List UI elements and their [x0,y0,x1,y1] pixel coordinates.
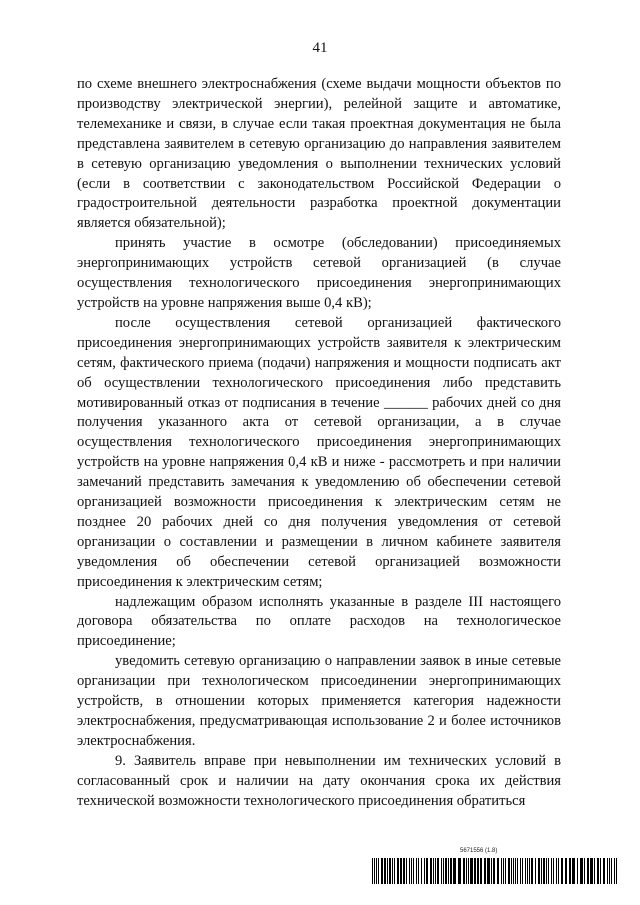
page-number: 41 [312,40,328,56]
document-code: 5671556 (1.8) [460,848,498,854]
barcode-image [372,858,618,884]
paragraph-2: принять участие в осмотре (обследовании) присоединяемых энергопринимающих устройств сетевой организацией (в случае осуществления технологического присоединения энергопринимающих устройств на уровне напряжения выше 0,4 кВ); [77,235,561,311]
paragraph-5: уведомить сетевую организацию о направлении заявок в иные сетевые организации при технологическом присоединении энергопринимающих устройств, в отношении которых применяется категория надежности электроснабжения, предусматривающая использование 2 и более источников электроснабжения. [77,653,561,749]
paragraph-4: надлежащим образом исполнять указанные в разделе III настоящего договора обязательства по оплате расходов на технологическое присоединение; [77,593,561,650]
paragraph-3: после осуществления сетевой организацией фактического присоединения энергопринимающих устройств заявителя к электрическим сетям, фактического приема (подачи) напряжения и мощности подписать акт об осуществлении технологического присоединения либо представить мотивированный отказ от подписания в течение ______ рабочих дней со дня получения указанного акта от сетевой организации, а в случае осуществления технологического присоединения энергопринимающих устройств на уровне напряжения 0,4 кВ и ниже - рассмотреть и при наличии замечаний представить замечания к уведомлению об обеспечении сетевой организацией возможности присоединения к электрическим сетям не позднее 20 рабочих дней со дня получения уведомления от сетевой организации о составлении и размещении в личном кабинете заявителя уведомления об обеспечении сетевой организацией возможности присоединения к электрическим сетям; [77,314,561,590]
paragraph-6: 9. Заявитель вправе при невыполнении им технических условий в согласованный срок и наличии на дату окончания срока их действия технической возможности технологического присоединения обратиться [77,752,561,809]
paragraph-1: по схеме внешнего электроснабжения (схеме выдачи мощности объектов по производству электрической энергии), релейной защите и автоматике, телемеханике и связи, в случае если такая проектная документация не была представлена заявителем в сетевую организацию до направления заявителем в сетевую организацию уведомления о выполнении технических условий (если в соответствии с законодательством Российской Федерации о градостроительной деятельности разработка проектной документации является обязательной); [77,76,561,232]
document-body [77,75,561,812]
